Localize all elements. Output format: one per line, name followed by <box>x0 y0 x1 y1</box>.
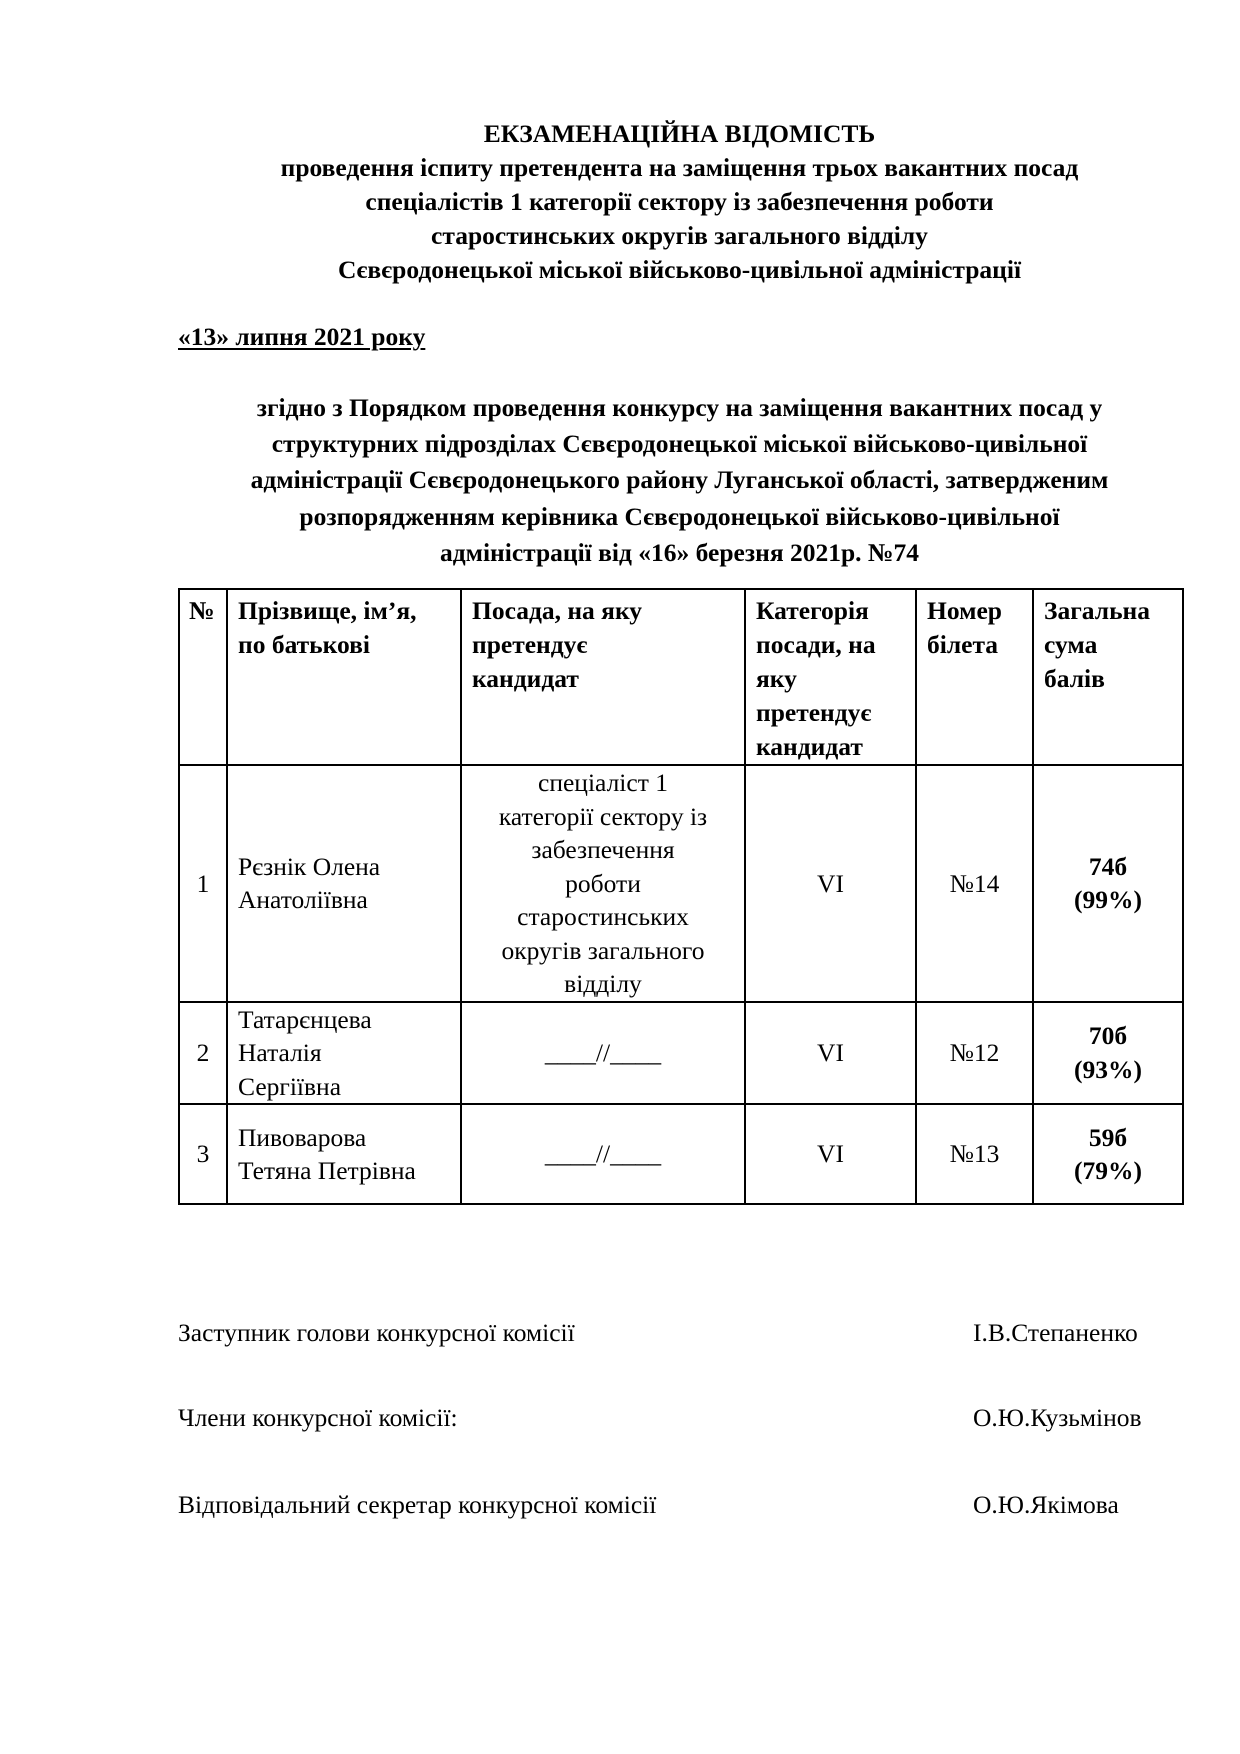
row-number: 3 <box>179 1104 227 1204</box>
header-total-score <box>1033 589 1183 765</box>
total-score <box>1033 1104 1183 1204</box>
total-score <box>1033 765 1183 1002</box>
header-ticket <box>916 589 1033 765</box>
header-text: Номер <box>927 596 1002 625</box>
position-line: відділу <box>564 969 642 998</box>
position-line: категорії сектору із <box>498 801 708 831</box>
signatory-role: Члени конкурсної комісії: <box>178 1403 458 1432</box>
position-line: старостинських <box>517 902 689 931</box>
total-score <box>1033 1002 1183 1105</box>
subtitle-line: спеціалістів 1 категорії сектору із забезпечення роботи <box>365 187 994 216</box>
header-text: кандидат <box>472 664 579 693</box>
ticket-number: №12 <box>916 1002 1033 1105</box>
header-text: Загальна <box>1044 596 1150 625</box>
results-table <box>178 588 1184 1205</box>
header-category <box>745 589 916 765</box>
header-text: Прізвище, ім’я, <box>238 596 417 625</box>
score-percent: (99%) <box>1074 885 1142 915</box>
position-category: VI <box>745 1002 916 1105</box>
name-line: Татарєнцева <box>238 1004 372 1034</box>
score-points: 74б <box>1088 851 1128 881</box>
signatory-role: Відповідальний секретар конкурсної комісії <box>178 1490 657 1519</box>
position-line: роботи <box>565 868 641 898</box>
subtitle-line: старостинських округів загального відділу <box>431 221 928 250</box>
position-category: VI <box>745 1104 916 1204</box>
ditto-mark: ____//____ <box>544 1139 662 1169</box>
score-percent: (79%) <box>1074 1156 1142 1185</box>
preamble-line: адміністрації Сєвєродонецького району Луганської області, затвердженим <box>250 465 1109 495</box>
signatory-name: І.В.Степаненко <box>973 1318 1138 1347</box>
preamble-line: структурних підрозділах Сєвєродонецької міської військово-цивільної <box>271 429 1088 459</box>
ditto-mark: ____//____ <box>544 1038 662 1067</box>
name-line: Сергіївна <box>238 1071 342 1101</box>
signatory-name: О.Ю.Кузьмінов <box>973 1403 1142 1432</box>
header-text: яку <box>756 664 797 693</box>
header-full-name <box>227 589 461 765</box>
score-percent: (93%) <box>1074 1054 1142 1084</box>
candidate-name <box>227 1104 461 1204</box>
candidate-name <box>227 1002 461 1105</box>
signatory-role: Заступник голови конкурсної комісії <box>178 1318 575 1347</box>
candidate-name <box>227 765 461 1002</box>
ticket-number: №14 <box>916 765 1033 1002</box>
table-row <box>179 1002 1183 1105</box>
header-text: кандидат <box>756 732 863 761</box>
name-line: Пивоварова <box>238 1122 367 1152</box>
name-line: Анатоліївна <box>238 885 368 915</box>
table-header-row <box>179 589 1183 765</box>
header-text: Категорія <box>756 596 869 625</box>
signatory-name: О.Ю.Якімова <box>973 1490 1119 1519</box>
header-text: Посада, на яку <box>472 596 643 625</box>
table-row <box>179 1104 1183 1204</box>
ticket-number: №13 <box>916 1104 1033 1204</box>
exam-date: «13» липня 2021 року <box>178 322 426 351</box>
subtitle-line: Сєвєродонецької міської військово-цивільної адміністрації <box>337 255 1022 284</box>
row-number: 2 <box>179 1002 227 1105</box>
position-line: округів загального <box>501 935 705 965</box>
document-title: ЕКЗАМЕНАЦІЙНА ВІДОМІСТЬ <box>483 119 876 148</box>
score-points: 59б <box>1088 1122 1128 1152</box>
header-text: по батькові <box>238 630 370 659</box>
preamble-line: адміністрації від «16» березня 2021р. №74 <box>439 537 920 567</box>
position-line: забезпечення <box>531 835 675 864</box>
header-text: білета <box>927 630 999 659</box>
candidate-position <box>461 1104 745 1204</box>
score-points: 70б <box>1088 1021 1128 1051</box>
header-text: № <box>189 596 215 625</box>
preamble <box>178 390 1181 571</box>
name-line: Тетяна Петрівна <box>238 1156 416 1185</box>
name-line: Наталія <box>238 1038 322 1067</box>
name-line: Рєзнік Олена <box>238 851 381 881</box>
position-line: спеціаліст 1 <box>538 768 668 797</box>
preamble-line: згідно з Порядком проведення конкурсу на заміщення вакантних посад у <box>256 393 1103 422</box>
document-header <box>178 117 1181 287</box>
header-text: посади, на <box>756 630 876 659</box>
header-text: претендує <box>472 630 588 659</box>
header-position <box>461 589 745 765</box>
preamble-line: розпорядженням керівника Сєвєродонецької військово-цивільної <box>299 501 1060 531</box>
row-number: 1 <box>179 765 227 1002</box>
header-number <box>179 589 227 765</box>
position-category: VI <box>745 765 916 1002</box>
header-text: претендує <box>756 698 872 727</box>
header-text: балів <box>1044 664 1105 693</box>
table-row <box>179 765 1183 1002</box>
candidate-position <box>461 1002 745 1105</box>
subtitle-line: проведення іспиту претендента на заміщення трьох вакантних посад <box>280 153 1079 182</box>
candidate-position <box>461 765 745 1002</box>
header-text: сума <box>1044 630 1098 659</box>
